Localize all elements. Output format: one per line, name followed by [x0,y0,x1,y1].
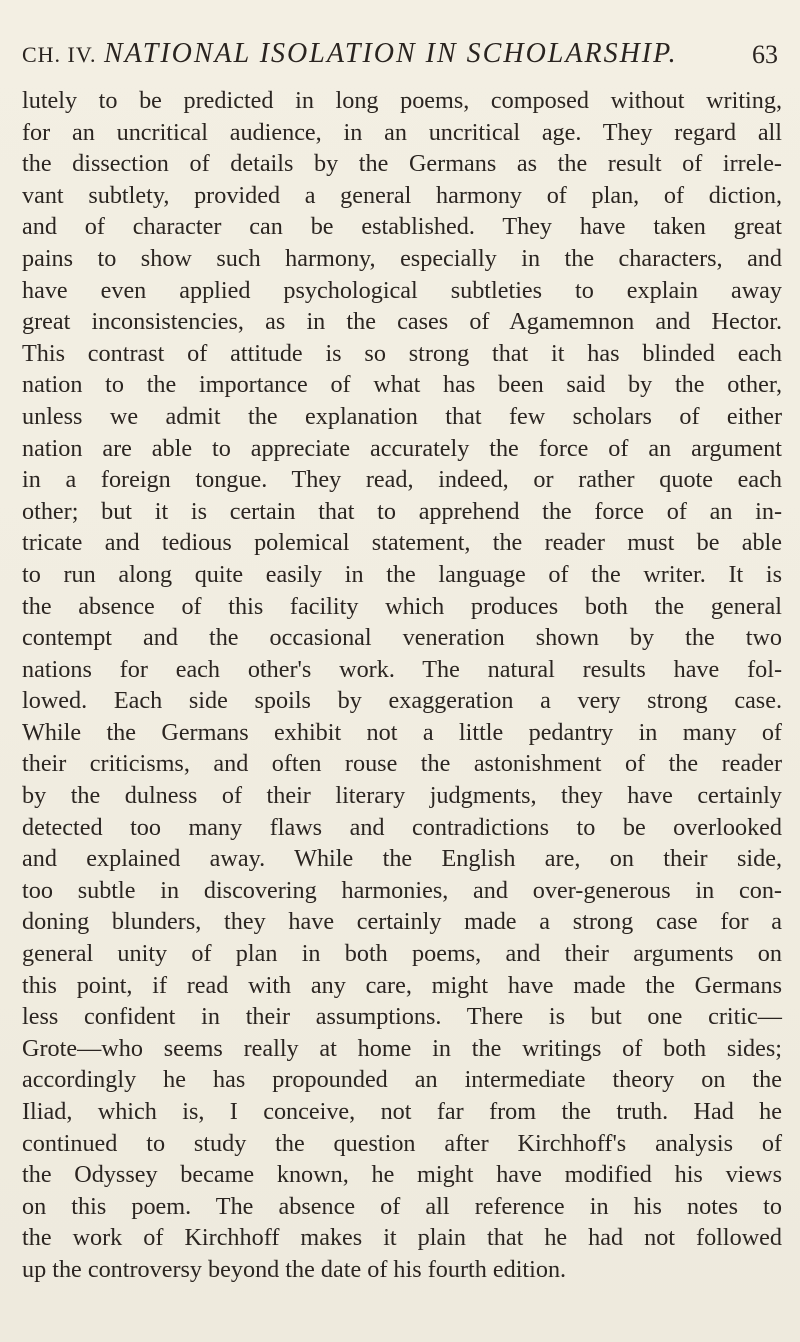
text-line: tricate and tedious polemical statement, the reader must be able [22,529,782,557]
text-line: While the Germans exhibit not a little pedantry in many of [22,718,782,746]
running-title: NATIONAL ISOLATION IN SCHOLARSHIP. [104,38,678,69]
text-line: the Odyssey became known, he might have modified his views [22,1161,782,1189]
text-line: nations for each other's work. The natural results have fol- [22,655,782,683]
running-header [22,38,778,82]
text-line: less confident in their assumptions. There is but one critic— [22,1003,782,1031]
text-line: have even applied psychological subtleties to explain away [22,276,782,304]
text-line: great inconsistencies, as in the cases of Agamemnon and Hector. [22,308,782,336]
text-line: on this poem. The absence of all reference in his notes to [22,1192,782,1220]
text-line: this point, if read with any care, might have made the Germans [22,971,782,999]
text-line: pains to show such harmony, especially in the characters, and [22,244,782,272]
text-line: accordingly he has propounded an intermediate theory on the [22,1066,782,1094]
text-line: vant subtlety, provided a general harmony of plan, of diction, [22,181,782,209]
body-paragraph [22,85,782,1286]
text-line: doning blunders, they have certainly made a strong case for a [22,908,782,936]
text-line: general unity of plan in both poems, and their arguments on [22,940,782,968]
text-line: and explained away. While the English are, on their side, [22,845,782,873]
text-line: the absence of this facility which produces both the general [22,592,782,620]
text-line: in a foreign tongue. They read, indeed, or rather quote each [22,466,782,494]
text-line: and of character can be established. They have taken great [22,213,782,241]
text-line: continued to study the question after Kirchhoff's analysis of [22,1129,782,1157]
chapter-label: CH. IV. [22,42,97,67]
text-line: too subtle in discovering harmonies, and over-generous in con- [22,876,782,904]
text-line: the work of Kirchhoff makes it plain that he had not followed [22,1224,782,1252]
text-line: their criticisms, and often rouse the astonishment of the reader [22,750,782,778]
text-line: other; but it is certain that to apprehend the force of an in- [22,497,782,525]
text-line: detected too many flaws and contradictions to be overlooked [22,813,782,841]
text-line: lutely to be predicted in long poems, composed without writing, [22,87,782,114]
text-line: for an uncritical audience, in an uncritical age. They regard all [22,118,782,146]
text-line: This contrast of attitude is so strong that it has blinded each [22,339,782,367]
text-line: up the controversy beyond the date of his fourth edition. [22,1255,567,1283]
page-number: 63 [752,40,778,69]
text-line: Iliad, which is, I conceive, not far from the truth. Had he [22,1098,782,1125]
text-line: the dissection of details by the Germans as the result of irrele- [22,150,782,178]
text-line: unless we admit the explanation that few scholars of either [22,402,782,430]
text-line: to run along quite easily in the language of the writer. It is [22,560,782,588]
text-line: nation to the importance of what has been said by the other, [22,371,782,399]
text-line: by the dulness of their literary judgments, they have certainly [22,782,782,810]
text-line: nation are able to appreciate accurately the force of an argument [22,434,782,462]
text-line: contempt and the occasional veneration shown by the two [22,624,782,652]
text-line: lowed. Each side spoils by exaggeration a very strong case. [22,687,782,715]
text-line: Grote—who seems really at home in the writings of both sides; [22,1034,782,1062]
